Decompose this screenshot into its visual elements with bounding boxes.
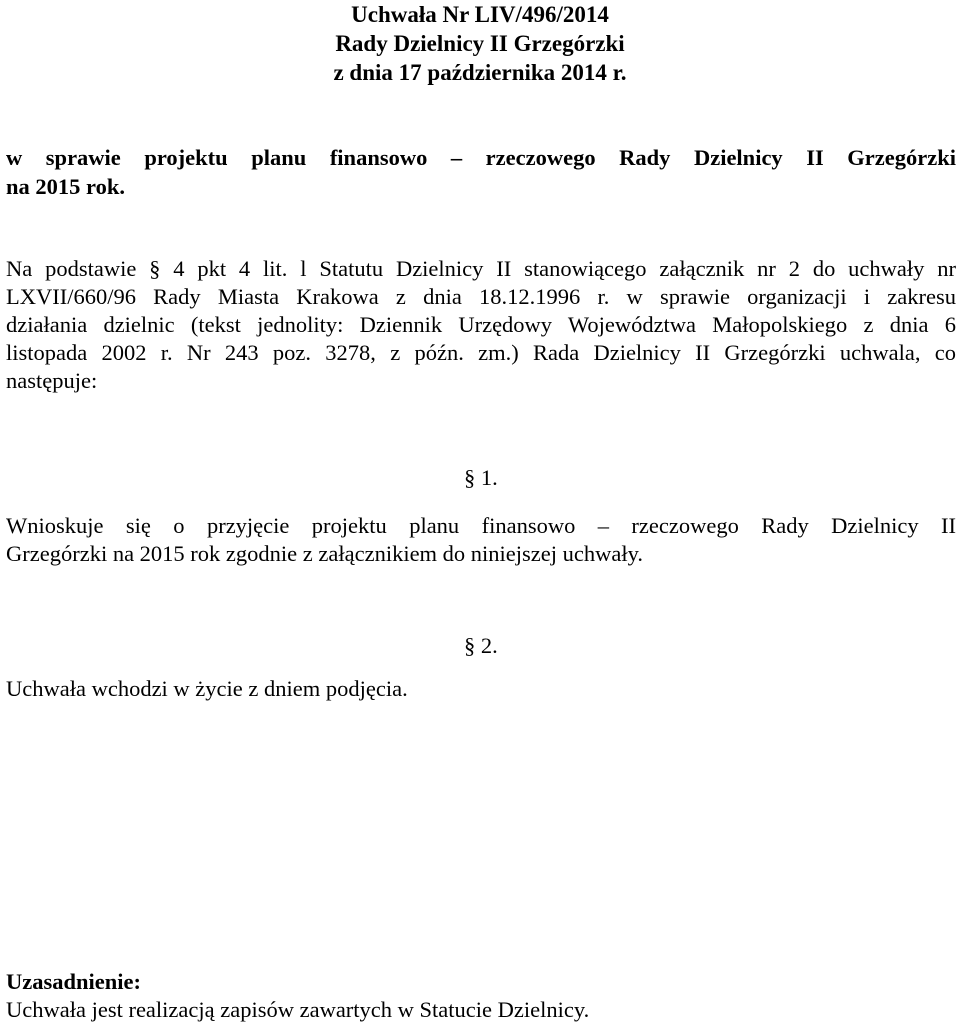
section-1-line-2: Grzegórzki na 2015 rok zgodnie z załącznikiem do niniejszej uchwały.	[6, 541, 644, 566]
resolution-subject	[6, 143, 956, 201]
section-1-mark: § 1.	[464, 465, 498, 490]
legal-basis-line-2: LXVII/660/96 Rady Miasta Krakowa z dnia 18.12.1996 r. w sprawie organizacji i zakresu	[6, 284, 956, 309]
legal-basis-line-1: Na podstawie § 4 pkt 4 lit. l Statutu Dzielnicy II stanowiącego załącznik nr 2 do uchwały nr	[6, 256, 956, 281]
legal-basis-line-4: listopada 2002 r. Nr 243 poz. 3278, z późn. zm.) Rada Dzielnicy II Grzegórzki uchwala, co	[6, 340, 956, 365]
section-1-line-1: Wnioskuje się o przyjęcie projektu planu finansowo – rzeczowego Rady Dzielnicy II	[6, 513, 956, 538]
section-2-text: Uchwała wchodzi w życie z dniem podjęcia.	[6, 676, 408, 701]
resolution-number: Uchwała Nr LIV/496/2014	[351, 2, 609, 27]
subject-line-1: w sprawie projektu planu finansowo – rzeczowego Rady Dzielnicy II Grzegórzki	[6, 145, 956, 170]
subject-line-2: na 2015 rok.	[6, 174, 125, 199]
resolution-date: z dnia 17 października 2014 r.	[333, 60, 627, 85]
legal-basis-line-5: następuje:	[6, 368, 98, 393]
resolution-header	[0, 0, 960, 87]
section-1-text	[6, 512, 956, 568]
legal-basis-paragraph	[6, 255, 956, 395]
section-2-mark: § 2.	[464, 633, 498, 658]
justification-title: Uzasadnienie:	[6, 969, 141, 994]
legal-basis-line-3: działania dzielnic (tekst jednolity: Dziennik Urzędowy Województwa Małopolskiego z dnia 6	[6, 312, 956, 337]
justification-text: Uchwała jest realizacją zapisów zawartych w Statucie Dzielnicy.	[6, 997, 590, 1022]
council-name: Rady Dzielnicy II Grzegórzki	[335, 31, 625, 56]
